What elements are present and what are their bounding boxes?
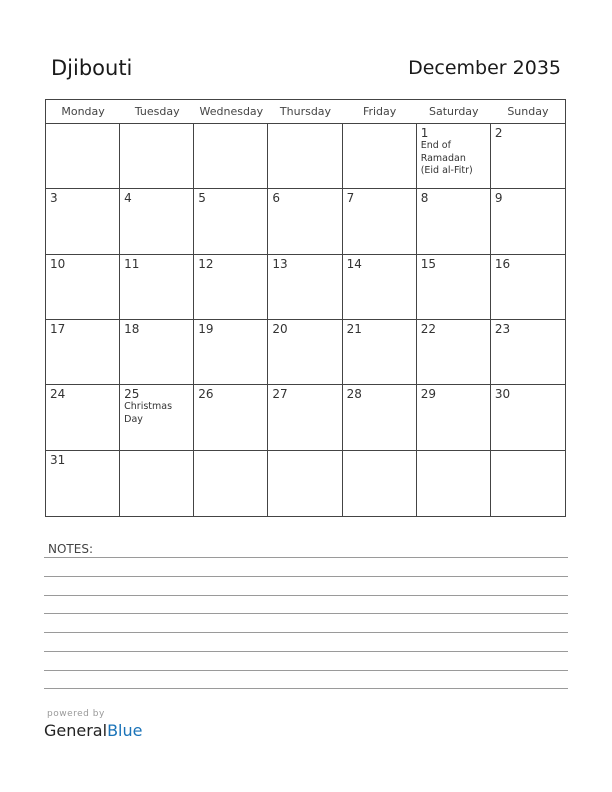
note-line xyxy=(44,595,568,596)
day-number: 8 xyxy=(420,191,429,206)
weekday-header: Sunday xyxy=(491,100,565,124)
day-number: 14 xyxy=(346,256,362,271)
day-cell xyxy=(120,255,194,320)
day-number: 31 xyxy=(50,452,66,467)
day-number: 28 xyxy=(346,387,362,402)
day-cell xyxy=(194,124,268,189)
day-cell xyxy=(268,189,342,254)
day-cell xyxy=(343,451,417,516)
day-number: 3 xyxy=(50,191,58,206)
day-number: 1 xyxy=(420,126,429,140)
day-cell xyxy=(120,124,194,189)
weekday-header: Saturday xyxy=(417,100,491,124)
day-cell xyxy=(268,385,342,450)
day-number: 24 xyxy=(50,387,66,402)
note-line xyxy=(44,670,568,671)
day-number: 29 xyxy=(420,387,436,402)
note-line xyxy=(44,632,568,633)
note-line xyxy=(44,613,568,614)
day-cell xyxy=(268,320,342,385)
day-cell xyxy=(46,385,120,450)
holiday-label: Christmas Day xyxy=(124,401,173,425)
holiday-label: End of Ramadan (Eid al-Fitr) xyxy=(420,140,473,176)
day-number: 13 xyxy=(272,256,288,271)
weekday-header: Wednesday xyxy=(194,100,268,124)
day-cell xyxy=(46,189,120,254)
calendar-grid xyxy=(45,99,566,517)
day-number: 12 xyxy=(198,256,214,271)
day-cell xyxy=(491,385,565,450)
day-cell xyxy=(194,451,268,516)
day-number: 4 xyxy=(124,191,132,206)
day-cell xyxy=(268,451,342,516)
day-number: 6 xyxy=(272,191,281,206)
day-cell xyxy=(268,255,342,320)
day-cell xyxy=(120,320,194,385)
day-cell xyxy=(194,255,268,320)
day-number: 15 xyxy=(420,256,436,271)
note-line xyxy=(44,576,568,577)
day-number: 17 xyxy=(50,322,66,336)
day-cell xyxy=(417,255,491,320)
day-number: 11 xyxy=(124,256,140,271)
day-cell xyxy=(417,385,491,450)
day-number: 9 xyxy=(494,191,503,206)
brand-general-text: General xyxy=(44,721,108,740)
day-cell xyxy=(491,255,565,320)
weekday-header: Thursday xyxy=(268,100,342,124)
day-cell xyxy=(268,124,342,189)
day-number: 18 xyxy=(124,322,140,336)
day-cell xyxy=(417,124,491,189)
day-number: 26 xyxy=(198,387,214,402)
day-cell xyxy=(343,189,417,254)
day-cell xyxy=(491,189,565,254)
day-cell xyxy=(343,385,417,450)
notes-label: NOTES: xyxy=(48,542,93,556)
day-cell xyxy=(491,124,565,189)
day-cell xyxy=(491,451,565,516)
country-title: Djibouti xyxy=(51,56,133,80)
day-number: 5 xyxy=(198,191,206,206)
weekday-header: Tuesday xyxy=(120,100,194,124)
weekday-header: Friday xyxy=(343,100,417,124)
day-cell xyxy=(120,385,194,450)
day-cell xyxy=(417,451,491,516)
day-cell xyxy=(120,189,194,254)
day-cell xyxy=(417,320,491,385)
day-cell xyxy=(194,189,268,254)
day-cell xyxy=(194,320,268,385)
day-number: 20 xyxy=(272,322,288,336)
day-number: 30 xyxy=(494,387,511,402)
day-cell xyxy=(46,124,120,189)
day-number: 25 xyxy=(124,387,140,402)
note-line xyxy=(44,651,568,652)
day-number: 23 xyxy=(494,322,511,336)
month-title: December 2035 xyxy=(408,57,561,79)
day-number: 7 xyxy=(346,191,355,206)
note-line xyxy=(44,688,568,689)
day-cell xyxy=(194,385,268,450)
powered-by-text: powered by xyxy=(47,709,105,719)
day-number: 2 xyxy=(494,126,503,140)
brand-blue-text: Blue xyxy=(107,721,143,740)
day-number: 10 xyxy=(50,256,66,271)
day-cell xyxy=(343,124,417,189)
day-number: 16 xyxy=(494,256,511,271)
brand-logo xyxy=(44,721,142,740)
day-cell xyxy=(46,451,120,516)
day-number: 21 xyxy=(346,322,362,336)
day-cell xyxy=(343,320,417,385)
day-cell xyxy=(491,320,565,385)
day-cell xyxy=(417,189,491,254)
day-cell xyxy=(120,451,194,516)
day-number: 19 xyxy=(198,322,214,336)
day-cell xyxy=(46,255,120,320)
note-line xyxy=(44,557,568,558)
day-number: 27 xyxy=(272,387,288,402)
day-cell xyxy=(343,255,417,320)
day-number: 22 xyxy=(420,322,436,336)
day-cell xyxy=(46,320,120,385)
weekday-header: Monday xyxy=(46,100,120,124)
